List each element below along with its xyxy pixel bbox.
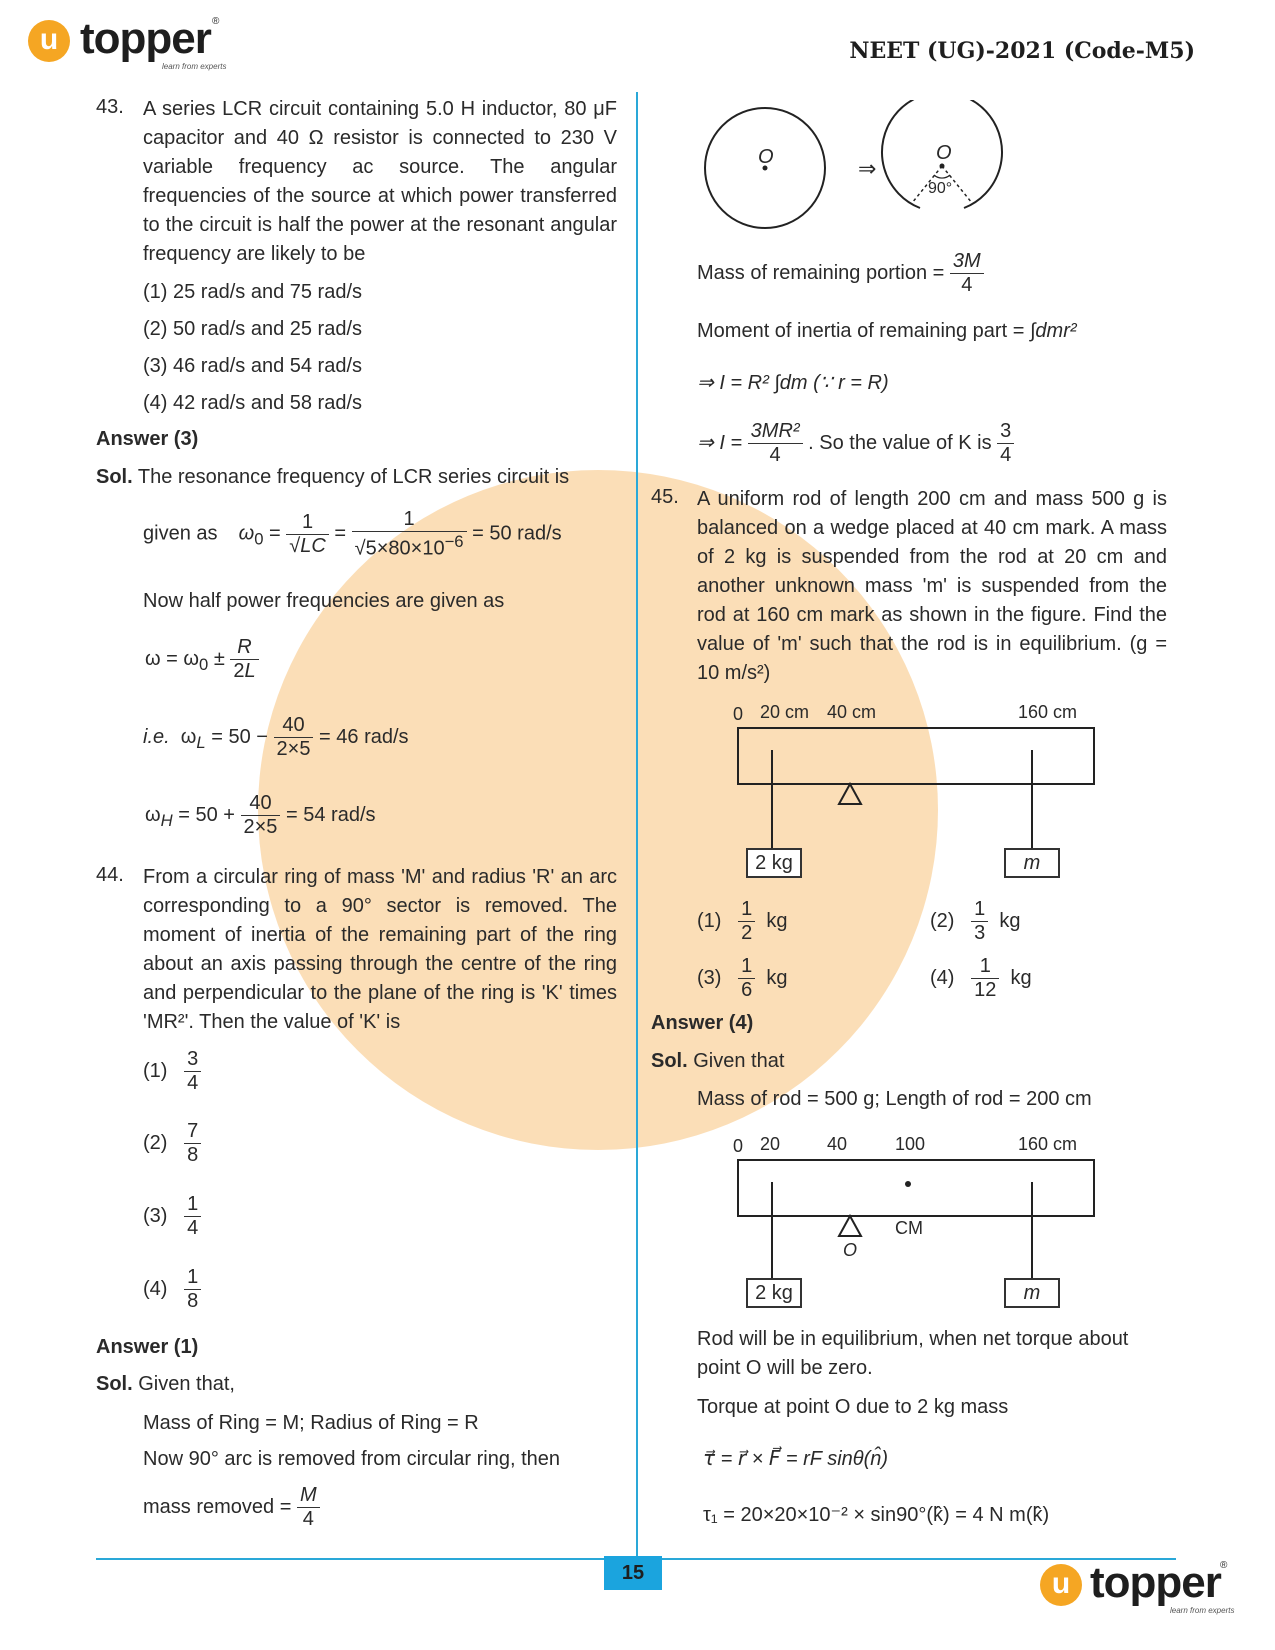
q45-text: A uniform rod of length 200 cm and mass 500 g is balanced on a wedge placed at 40 cm mark. A mass of 2 kg is suspended from the rod at 20 cm and another unknown mass 'm' is suspended from the rod at 160 cm mark as shown in the figure. Find the value of 'm' such that the rod is in equilibrium. (g = 10 m/s²) [697, 488, 1167, 684]
given-as: given as [143, 522, 218, 545]
q45-solution-intro: Sol. Given that [651, 1050, 785, 1072]
q43-option-3: (3) 46 rad/s and 54 rad/s [143, 355, 363, 377]
q43-omega0-formula: given as $\omega_0$ = $\frac{1}{√LC}$ = $\frac{1}{√5\times 80\times 10^{-6}}$ = 50 rad/s [143, 508, 562, 560]
q45-option-3: (3) $\frac{1}{6}$ kg [697, 955, 788, 1001]
q43-omega-h: $\omega_H = 50$ + $\frac{40}{2\times 5}$ = 54 rad/s [145, 792, 376, 838]
q44-option-4: (4) $\frac{1}{8}$ [143, 1266, 201, 1313]
sol-text: The resonance frequency of LCR series circuit is [137, 466, 570, 488]
page-number: 15 [604, 1556, 662, 1590]
omega-symbol: ω [238, 522, 255, 545]
q44-number: 44. [96, 864, 124, 886]
q43-omega-pm: $\omega = \omega_0$ ± $\frac{R}{2L}$ [145, 636, 259, 683]
q45-given-line: Mass of rod = 500 g; Length of rod = 200 cm [697, 1088, 1092, 1110]
omega0-result: = 50 rad/s [472, 522, 562, 545]
fig2-label-100: 100 [895, 1134, 926, 1154]
sector-angle-label: 90° [928, 180, 953, 197]
brand-logo-icon: u [28, 20, 70, 62]
fig2-label-20: 20 [760, 1134, 781, 1154]
wedge-2 [839, 1216, 861, 1236]
fig2-label-160: 160 cm [1018, 1134, 1078, 1154]
q44-text: From a circular ring of mass 'M' and radius 'R' an arc corresponding to a 90° sector is removed. The moment of inertia of the remaining part of the ring about an axis passing through the centre of the ring and perpendicular to the plane of the ring is 'K' times 'MR²'. Then the value of 'K' is [143, 866, 617, 1033]
sector-angle-arc [934, 175, 950, 178]
fig1-mass-2kg: 2 kg [746, 848, 802, 878]
rod-2 [738, 1160, 1094, 1216]
cut-ring-center-label: O [936, 142, 952, 164]
q43-option-2: (2) 50 rad/s and 25 rad/s [143, 318, 363, 340]
q45-option-2: (2) $\frac{1}{3}$ kg [930, 898, 1021, 944]
brand-tagline: learn from experts [162, 62, 227, 71]
q44-option-2: (2) $\frac{7}{8}$ [143, 1120, 201, 1167]
q45-torque-value: τ₁ = 20×20×10⁻² × sin90°(k̂) = 4 N m(k̂) [703, 1504, 1050, 1526]
wedge [839, 784, 861, 804]
q45-equilibrium-text: Rod will be in equilibrium, when net torque about point O will be zero. [697, 1328, 1129, 1379]
q45-option-4: (4) $\frac{1}{12}$ kg [930, 955, 1032, 1001]
fig2-label-o: O [843, 1240, 858, 1260]
q44-option-3: (3) $\frac{1}{4}$ [143, 1193, 201, 1240]
q44-moi-line: Moment of inertia of remaining part = ∫dmr² [697, 320, 1077, 342]
fig1-label-20: 20 cm [760, 702, 810, 722]
frac-1-sqrt-values: $\frac{1}{√5\times 80\times 10^{-6}}$ [352, 508, 467, 561]
frac-1-sqrtlc: $\frac{1}{√LC}$ [286, 511, 329, 558]
q45-answer: Answer (4) [651, 1012, 754, 1034]
q43-omega-l: i.e. $\omega_L = 50$ − $\frac{40}{2\times 5}$ = 46 rad/s [143, 714, 409, 760]
fig2-label-cm: CM [895, 1218, 923, 1238]
page-title: NEET (UG)-2021 (Code-M5) [849, 38, 1195, 64]
brand-reg: ® [212, 16, 220, 27]
q43-option-4: (4) 42 rad/s and 58 rad/s [143, 392, 363, 414]
footer-brand-tagline: learn from experts [1170, 1606, 1235, 1615]
q45-torque-text: Torque at point O due to 2 kg mass [697, 1396, 1009, 1418]
q44-sol-line2: Now 90° arc is removed from circular ring, then [143, 1448, 561, 1470]
ring-center-label: O [758, 146, 774, 168]
omega-h-result: = 54 rad/s [286, 803, 376, 826]
q44-step2: ⇒ I = $\frac{\text{3MR²}}{4}$ . So the value of K is $\frac{3}{4}$ [697, 420, 1014, 467]
column-divider [636, 92, 638, 1562]
omega-l-result: = 46 rad/s [319, 725, 409, 748]
transform-arrow: ⇒ [858, 156, 877, 181]
q45-number: 45. [651, 486, 679, 508]
footer-logo-icon: u [1040, 1564, 1082, 1606]
q43-number: 43. [96, 96, 124, 118]
sol-label: Sol. [96, 466, 133, 488]
cm-dot [905, 1181, 911, 1187]
q44-option-1: (1) $\frac{3}{4}$ [143, 1048, 201, 1095]
fig2-mass-2kg: 2 kg [746, 1278, 802, 1308]
ie-label: i.e. [143, 725, 170, 748]
fig1-label-0: 0 [733, 704, 744, 724]
q44-sol-line1: Mass of Ring = M; Radius of Ring = R [143, 1412, 479, 1434]
q43-answer: Answer (3) [96, 428, 199, 450]
q44-answer: Answer (1) [96, 1336, 199, 1358]
fig2-label-40: 40 [827, 1134, 848, 1154]
q44-solution-intro: Sol. Given that, [96, 1373, 235, 1395]
fig1-mass-m: m [1004, 848, 1060, 878]
q43-solution-intro [96, 466, 569, 489]
fig1-label-160: 160 cm [1018, 702, 1078, 722]
fig2-label-0: 0 [733, 1136, 744, 1156]
fig1-label-40: 40 cm [827, 702, 877, 722]
footer-brand-reg: ® [1220, 1560, 1228, 1571]
q43-option-1: (1) 25 rad/s and 75 rad/s [143, 281, 363, 303]
fig2-mass-m: m [1004, 1278, 1060, 1308]
brand-name: topper [80, 14, 211, 63]
q45-torque-formula: τ⃗ = r⃗ × F⃗ = rF sinθ(n̂) [703, 1448, 889, 1470]
q44-mass-removed: mass removed = $\frac{M}{4}$ [143, 1484, 320, 1531]
q44-step1: ⇒ I = R² ∫dm (∵ r = R) [697, 372, 889, 394]
footer-brand-name: topper [1090, 1558, 1221, 1607]
q45-option-1: (1) $\frac{1}{2}$ kg [697, 898, 788, 944]
q43-text: A series LCR circuit containing 5.0 H inductor, 80 μF capacitor and 40 Ω resistor is connected to 230 V variable frequency ac source. The angular frequencies of the source at which power transferred to the circuit is half the power at the resonant angular frequency are likely to be [143, 98, 617, 265]
q44-remaining-mass: Mass of remaining portion = $\frac{3M}{4}$ [697, 250, 984, 297]
q43-half-power: Now half power frequencies are given as [143, 590, 505, 612]
rod [738, 728, 1094, 784]
